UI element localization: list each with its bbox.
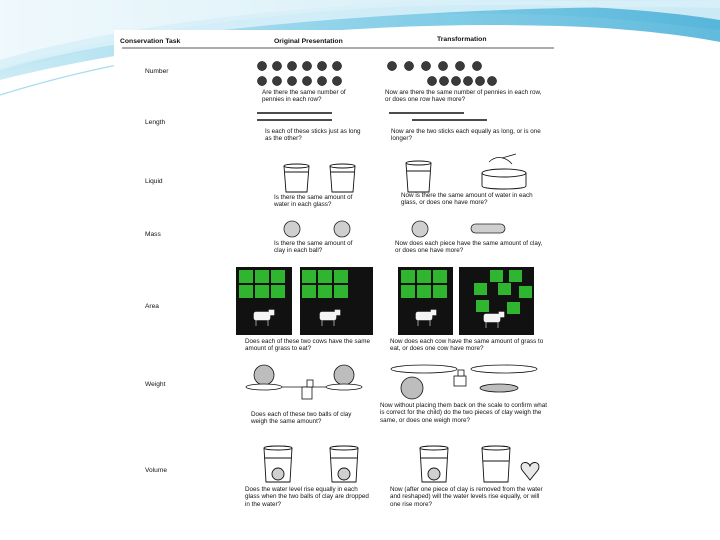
row-label-length: Length xyxy=(145,119,166,126)
row-label-mass: Mass xyxy=(145,231,161,238)
header-original: Original Presentation xyxy=(274,38,343,45)
transform-question-liquid: Now is there the same amount of water in each glass, or does one have more? xyxy=(401,192,533,207)
original-question-area: Does each of these two cows have the same amount of grass to eat? xyxy=(245,338,370,353)
weight-scales xyxy=(246,365,537,399)
original-question-liquid: Is there the same amount of water in each glass? xyxy=(274,194,353,209)
row-label-number: Number xyxy=(145,68,169,75)
transform-question-weight: Now without placing them back on the scale to confirm what is correct for the child) do the two pieces of clay weigh the same, or does one weigh more? xyxy=(380,402,547,424)
area-fields xyxy=(236,267,534,335)
pennies-original xyxy=(257,61,341,85)
header-transformation: Transformation xyxy=(437,36,487,43)
volume-glasses xyxy=(264,446,539,482)
original-question-number: Are there the same number of pennies in each row? xyxy=(262,89,346,104)
conservation-tasks-page xyxy=(114,30,558,521)
pennies-transformed xyxy=(387,61,496,85)
row-label-weight: Weight xyxy=(145,381,166,388)
original-question-weight: Does each of these two balls of clay weigh the same amount? xyxy=(251,411,352,426)
row-label-volume: Volume xyxy=(145,467,167,474)
original-question-mass: Is there the same amount of clay in each ball? xyxy=(274,240,353,255)
row-label-liquid: Liquid xyxy=(145,178,163,185)
original-question-length: Is each of these sticks just as long as the other? xyxy=(265,128,361,143)
header-task: Conservation Task xyxy=(120,38,181,45)
sticks xyxy=(257,113,487,120)
transform-question-number: Now are there the same number of pennies in each row, or does one row have more? xyxy=(385,89,542,104)
clay-balls-mass xyxy=(284,221,505,237)
row-label-area: Area xyxy=(145,303,159,310)
transform-question-area: Now does each cow have the same amount of grass to eat, or does one cow have more? xyxy=(390,338,544,353)
original-question-volume: Does the water level rise equally in each glass when the two balls of clay are dropped in the water? xyxy=(245,486,369,508)
transform-question-mass: Now does each piece have the same amount of clay, or does one have more? xyxy=(395,240,543,255)
transform-question-length: Now are the two sticks each equally as long, or is one longer? xyxy=(391,128,541,143)
glasses-liquid xyxy=(284,154,526,192)
transform-question-volume: Now (after one piece of clay is removed from the water and reshaped) will the water levels rise equally, or will one rise more? xyxy=(390,486,543,508)
